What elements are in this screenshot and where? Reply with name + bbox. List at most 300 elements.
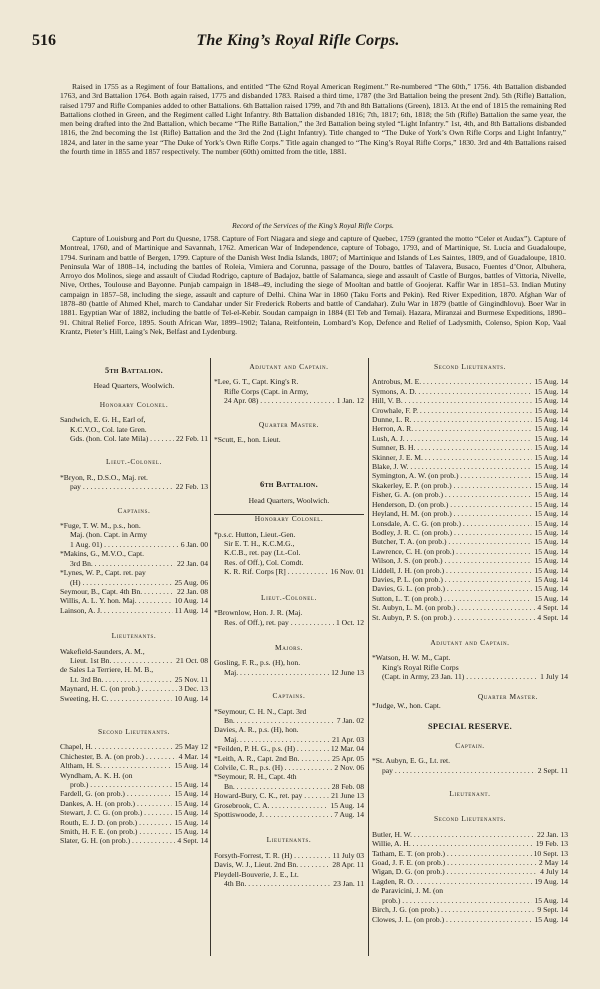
page-title: The King’s Royal Rifle Corps.: [196, 32, 400, 49]
entry-name: *Judge, W., hon. Capt.: [372, 701, 441, 710]
list-entry: [214, 377, 364, 386]
list-entry: [60, 587, 208, 596]
entry-name: *Seymour, R. H., Capt. 4th: [214, 772, 297, 782]
section-heading: Adjutant and Captain.: [249, 362, 329, 371]
list-entry: [372, 434, 568, 443]
battalion-heading: 5th Battalion.: [105, 366, 163, 375]
entry-date: 22 Jan. 13: [536, 829, 568, 839]
entry-name: K.C.V.O., Col. late Gren.: [70, 424, 147, 434]
list-entry: [372, 387, 568, 396]
section-heading: Lieutenants.: [266, 835, 312, 845]
list-entry: [214, 530, 364, 539]
majors-list: [214, 658, 364, 677]
list-entry: [372, 756, 568, 765]
entry-date: 25 Aug. 06: [174, 577, 208, 587]
list-entry: [372, 896, 568, 905]
list-entry: [372, 849, 568, 858]
entry-name: (Capt. in Army, 23 Jan. 11) . . .: [382, 672, 538, 681]
adjutant-list: [372, 653, 568, 681]
section-heading: Lieutenant.: [449, 789, 491, 799]
entry-name: Herron, A. R. . . .: [372, 424, 532, 433]
entry-name: Wilson, J. S. (on prob.) . . .: [372, 556, 532, 565]
list-entry: [372, 490, 568, 499]
entry-name: Fisher, G. A. (on prob.) . . .: [372, 490, 532, 499]
list-entry: [60, 836, 208, 845]
entry-date: 19 Aug. 14: [534, 876, 568, 886]
entry-name: Sandwich, E. G. H., Earl of,: [60, 415, 146, 425]
entry-name: Willie, A. H. . . .: [372, 839, 534, 848]
entry-name: Wyndham, A. K. H. (on: [60, 770, 133, 780]
list-entry: [372, 886, 568, 895]
entry-name: Butcher, T. A. (on prob.) . . .: [372, 537, 532, 546]
list-entry: [214, 763, 364, 772]
lieut-colonel-list: [214, 608, 364, 627]
list-entry: [372, 396, 568, 405]
list-entry: [214, 558, 364, 567]
entry-name: Tatham, E. T. (on prob.) . . .: [372, 849, 532, 858]
section-heading: Honorary Colonel.: [254, 514, 324, 524]
list-entry: [372, 537, 568, 546]
list-entry: [372, 839, 568, 848]
list-entry: [60, 761, 208, 770]
head-quarters: Head Quarters, Woolwich.: [93, 381, 175, 391]
entry-date: 4 Sept. 14: [537, 603, 568, 613]
entry-name: 24 Apr. 08) . . .: [224, 396, 335, 405]
list-entry: [372, 877, 568, 886]
list-entry: [214, 567, 364, 576]
entry-name: King's Royal Rifle Corps: [382, 662, 459, 672]
entry-date: 15 Aug. 14: [534, 527, 568, 537]
list-entry: [60, 530, 208, 539]
entry-name: Pleydell-Bouverie, J. E., Lt.: [214, 869, 299, 879]
entry-date: 22 Jan. 04: [176, 558, 208, 568]
entry-name: Willis, A. L. Y. hon. Maj. . . .: [60, 596, 172, 605]
list-entry: [214, 548, 364, 557]
section-heading: Lieut.-Colonel.: [106, 457, 162, 467]
list-entry: [214, 782, 364, 791]
entry-date: 23 Jan. 11: [333, 879, 364, 889]
entry-date: 15 Aug. 14: [534, 546, 568, 556]
page-header: [32, 32, 564, 56]
entry-date: 15 Aug. 14: [534, 443, 568, 453]
second-lieutenants-list: [372, 377, 568, 622]
list-entry: [372, 566, 568, 575]
record-of-services: Capture of Louisburg and Port du Quesne, 1758. Capture of Fort Niagara and siege and capture of Quebec, 1759 (granted the motto “Celer et Audax”). Capture of Montreal, 1760, and of Martinique and Savannah, 1762. American War of Independence, capture of Tobago, 1793, and of Martinique, St. Lucia and Guadaloupe, 1794. Surinam and battle of Bergen, 1799. Capture of the Danish West India Islands, 1807; of Martinique and Islands of Les Saintes, 1809, and of Guadaloupe, 1810. Peninsula War of 1808–14, including the battles of Roleia, Vimiera and Corunna, passage of the Douro, battles of Talavera, Busaco, Fuentes d’Onor, Albuhera, Arroyo dos Molinos, siege and assault of Ciudad Rodrigo, capture of Badajoz, battle of Salamanca, siege and assault of Castle of Burgos, battles of Vittoria, Nivelle, Nive, Orthes, Toulouse and Bayonne. Punjab campaign in 1848–49, including the siege of Mooltan and battle of Goojerat. Kaffir War in 1851–53. Indian Mutiny campaign in 1857–58, including the siege, assault and capture of Delhi. China War in 1860 (Taku Forts and Pekin). Red River Expedition, 1870. Afghan War of 1878–80 (battle of Ahmed Khel, march to Candahar under Sir Frederick Roberts and battle of Candahar). Zulu War in 1879 (battle of Gingindhlovu). Boer War in 1881. Egyptian War of 1882, including the battle of Tel-el-Kebir. Soudan campaign in 1884 (El Teb and Temai). Hazara, Miranzai and Burmese Expeditions, 1890–91. Chitral Relief Force, 1895. South African War, 1899–1902; Talana, Reitfontein, Lombard’s Kop, Defence and Relief of Ladysmith, Colenso, Spion Kop, Vaal Krantz, Pieter’s Hill, Laing’s Nek, Belfast and Lydenburg.: [60, 234, 566, 336]
entry-date: 15 Aug. 14: [174, 798, 208, 808]
entry-name: Clowes, J. L. (on prob.) . . .: [372, 915, 532, 924]
list-entry: [214, 435, 364, 444]
entry-name: Davies, G. L. (on prob.) . . .: [372, 584, 532, 593]
entry-name: Davies, A. R., p.s. (H), hon.: [214, 725, 299, 735]
entry-date: 28 Apr. 11: [332, 860, 364, 870]
list-entry: [372, 462, 568, 471]
section-heading: Quarter Master.: [258, 419, 320, 429]
entry-date: 3 Dec. 13: [178, 684, 208, 694]
entry-date: 15 Aug. 14: [534, 405, 568, 415]
section-heading: Second Lieutenants.: [433, 814, 507, 824]
list-entry: [214, 772, 364, 781]
entry-date: 15 Aug. 14: [534, 415, 568, 425]
entry-date: 10 Sept. 13: [533, 848, 568, 858]
entry-name: 1 Aug. 01) . . .: [70, 540, 179, 549]
list-entry: [372, 415, 568, 424]
entry-name: Smith, H. F. E. (on prob.) . . .: [60, 827, 172, 836]
entry-name: Altham, H. S. . . .: [60, 761, 172, 770]
entry-date: 21 June 13: [331, 791, 364, 801]
list-entry: [60, 742, 208, 751]
entry-date: 10 Aug. 14: [174, 693, 208, 703]
list-entry: [372, 453, 568, 462]
entry-date: 15 Aug. 14: [534, 565, 568, 575]
entry-name: *Lee, G. T., Capt. King's R.: [214, 377, 299, 387]
section-heading: Lieut.-Colonel.: [261, 592, 317, 602]
entry-date: 15 Aug. 14: [534, 386, 568, 396]
entry-name: St. Aubyn, P. S. (on prob.) . . .: [372, 613, 535, 622]
list-entry: [60, 415, 208, 424]
entry-name: Butler, H. W. . . .: [372, 830, 535, 839]
entry-name: Lieut. 1st Bn. . . .: [70, 656, 174, 665]
entry-date: 12 Mar. 04: [330, 744, 364, 754]
second-lieutenants-list: [60, 742, 208, 845]
list-entry: [214, 810, 364, 819]
entry-name: Spottiswoode, J. . . .: [214, 810, 332, 819]
entry-date: 28 Feb. 08: [331, 781, 364, 791]
entry-name: Sutton, L. T. (on prob.) . . .: [372, 594, 532, 603]
entry-date: 22 Feb. 11: [176, 434, 208, 444]
list-entry: [372, 594, 568, 603]
entry-name: prob.) . . .: [70, 780, 172, 789]
entry-name: Lt. 3rd Bn. . . .: [70, 675, 173, 684]
entry-name: *Lynes, W. P., Capt. ret. pay: [60, 568, 146, 578]
list-entry: [372, 575, 568, 584]
entry-name: 3rd Bn. . . .: [70, 559, 175, 568]
entry-name: Skinner, J. E. M. . . .: [372, 453, 532, 462]
section-heading: Lieutenants.: [111, 631, 157, 641]
entry-name: Res. of Off.), ret. pay . . .: [224, 618, 334, 627]
entry-name: Colvile, C. R., p.s. (H) . . .: [214, 763, 332, 772]
entry-name: Seymour, B., Capt. 4th Bn. . . .: [60, 587, 175, 596]
entry-date: 11 July 03: [332, 850, 364, 860]
honorary-colonel-list: [214, 530, 364, 577]
entry-name: Liddell, J. H. (on prob.) . . .: [372, 566, 532, 575]
list-entry: [372, 766, 568, 775]
lieutenants-list: [60, 647, 208, 703]
battalion-heading: 6th Battalion.: [260, 480, 318, 490]
entry-date: 15 Aug. 14: [534, 490, 568, 500]
entry-date: 15 Aug. 14: [534, 574, 568, 584]
entry-name: Gds. (hon. Col. late Mila) . . .: [70, 434, 174, 443]
list-entry: [372, 613, 568, 622]
entry-name: Res. of Off.), Col. Comdt.: [224, 557, 304, 567]
list-entry: [214, 860, 364, 869]
list-entry: [214, 618, 364, 627]
entry-name: Birch, J. G. (on prob.) . . .: [372, 905, 535, 914]
entry-date: 15 Aug. 14: [534, 593, 568, 603]
list-entry: [60, 752, 208, 761]
lieut-colonel-list: [60, 473, 208, 492]
list-entry: [372, 653, 568, 662]
entry-date: 2 May 14: [538, 858, 568, 868]
entry-name: 4th Bn. . . .: [224, 879, 331, 888]
entry-date: 15 Aug. 14: [534, 499, 568, 509]
entry-name: Goad, J. F. E. (on prob.) . . .: [372, 858, 537, 867]
adjutant-list: [214, 377, 364, 405]
list-entry: [372, 701, 568, 710]
list-entry: [60, 780, 208, 789]
entry-name: Sir E. T. H., K.C.M.G.,: [224, 539, 295, 549]
entry-date: 15 Aug. 14: [174, 817, 208, 827]
entry-name: *Brownlow, Hon. J. R. (Maj.: [214, 608, 303, 618]
list-entry: [372, 547, 568, 556]
entry-date: 25 Nov. 11: [174, 674, 208, 684]
list-entry: [372, 915, 568, 924]
entry-name: de Sales La Terriere, H. M. B.,: [60, 665, 154, 675]
entry-date: 21 Oct. 08: [176, 655, 208, 665]
entry-name: *Seymour, C. H. N., Capt. 3rd: [214, 706, 307, 716]
entry-name: Slater, G. H. (on prob.) . . .: [60, 836, 175, 845]
entry-name: *St. Aubyn, E. G., Lt. ret.: [372, 756, 451, 766]
entry-name: Heyland, H. M. (on prob.) . . .: [372, 509, 532, 518]
entry-date: 15 Aug. 14: [534, 509, 568, 519]
section-heading: Majors.: [275, 642, 303, 652]
list-entry: [60, 827, 208, 836]
section-heading: Captain.: [455, 740, 485, 750]
section-heading: Second Lieutenants.: [433, 362, 507, 371]
column-divider-right: [368, 358, 369, 956]
list-entry: [372, 377, 568, 386]
list-entry: [214, 387, 364, 396]
list-entry: [214, 791, 364, 800]
entry-date: 15 Aug. 14: [534, 396, 568, 406]
section-heading: Captains.: [117, 505, 151, 515]
captains-list: [214, 707, 364, 820]
entry-date: 15 Aug. 14: [534, 452, 568, 462]
list-entry: [60, 568, 208, 577]
list-entry: [60, 578, 208, 587]
list-entry: [60, 808, 208, 817]
list-entry: [60, 789, 208, 798]
section-heading: Honorary Colonel.: [99, 399, 169, 409]
entry-name: Stewart, J. C. G. (on prob.) . . .: [60, 808, 172, 817]
entry-date: 4 July 14: [540, 867, 568, 877]
quarter-master-list: [372, 701, 568, 710]
entry-name: Skakerley, E. P. (on prob.) . . .: [372, 481, 532, 490]
list-entry: [372, 481, 568, 490]
entry-date: 4 Mar. 14: [178, 751, 208, 761]
entry-name: *Leith, A. R., Capt. 2nd Bn. . . .: [214, 754, 330, 763]
list-entry: [214, 725, 364, 734]
entry-date: 15 Aug. 14: [174, 761, 208, 771]
entry-name: Sumner, B. H. . . .: [372, 443, 532, 452]
entry-date: 2 Sept. 11: [537, 765, 568, 775]
entry-name: Chichester, B. A. (on prob.) . . .: [60, 752, 177, 761]
entry-date: 25 Apr. 05: [332, 753, 364, 763]
list-entry: [60, 606, 208, 615]
entry-name: Wigan, D. G. (on prob.) . . .: [372, 867, 538, 876]
list-entry: [372, 663, 568, 672]
record-title: Record of the Services of the King’s Royal Rifle Corps.: [232, 221, 394, 230]
list-entry: [60, 665, 208, 674]
entry-name: Maj. . . .: [224, 668, 329, 677]
entry-name: K.C.B., ret. pay (Lt.-Col.: [224, 548, 301, 558]
entry-name: Lagden, R. O. . . .: [372, 877, 532, 886]
list-entry: [372, 556, 568, 565]
entry-name: *Bryon, R., D.S.O., Maj. ret.: [60, 472, 148, 482]
list-entry: [214, 851, 364, 860]
entry-date: 15 Aug. 14: [174, 808, 208, 818]
list-entry: [60, 549, 208, 558]
entry-name: Dankes, A. H. (on prob.) . . .: [60, 799, 172, 808]
entry-date: 15 Aug. 14: [534, 462, 568, 472]
entry-date: 15 Aug. 14: [534, 537, 568, 547]
list-entry: [372, 858, 568, 867]
column-middle: [214, 362, 364, 888]
entry-name: Lainson, A. J. . . .: [60, 606, 173, 615]
list-entry: [60, 473, 208, 482]
entry-name: K. R. Rif. Corps [R] . . .: [224, 567, 329, 576]
entry-date: 25 May 12: [175, 742, 208, 752]
entry-name: Howard-Bury, C. K., ret. pay . . .: [214, 791, 329, 800]
list-entry: [60, 425, 208, 434]
entry-date: 1 July 14: [540, 672, 568, 682]
entry-name: Fardell, G. (on prob.) . . .: [60, 789, 172, 798]
entry-name: (H) . . .: [70, 578, 172, 587]
page-number: 516: [32, 32, 56, 49]
list-entry: [60, 559, 208, 568]
entry-date: 6 Jan. 00: [180, 539, 208, 549]
list-entry: [372, 672, 568, 681]
entry-name: Symons, A. D. . . .: [372, 387, 532, 396]
entry-date: 1 Jan. 12: [336, 396, 364, 406]
entry-date: 15 Aug. 14: [534, 471, 568, 481]
entry-name: Grosebrook, C. A. . . .: [214, 801, 328, 810]
entry-date: 15 Aug. 14: [330, 800, 364, 810]
entry-name: Bn. . . .: [224, 782, 330, 791]
list-entry: [60, 521, 208, 530]
section-heading: Captains.: [272, 691, 306, 701]
list-entry: [372, 584, 568, 593]
column-right: [372, 362, 568, 924]
honorary-colonel-list: [60, 415, 208, 443]
list-entry: [214, 396, 364, 405]
list-entry: [372, 406, 568, 415]
entry-date: 11 Aug. 14: [174, 605, 208, 615]
list-entry: [60, 799, 208, 808]
quarter-master-list: [214, 435, 364, 444]
entry-date: 2 Nov. 06: [334, 762, 364, 772]
list-entry: [372, 424, 568, 433]
list-entry: [214, 608, 364, 617]
list-entry: [214, 668, 364, 677]
entry-date: 15 Aug. 14: [534, 914, 568, 924]
special-reserve-heading: SPECIAL RESERVE.: [427, 722, 513, 732]
entry-date: 15 Aug. 14: [534, 480, 568, 490]
entry-name: Hill, V. B. . . .: [372, 396, 532, 405]
entry-name: Forsyth-Forrest, T. R. (H) . . .: [214, 851, 331, 860]
entry-date: 15 Aug. 14: [534, 518, 568, 528]
entry-name: de Paravicini, J. M. (on: [372, 886, 444, 896]
entry-name: Bn. . . .: [224, 716, 335, 725]
entry-date: 21 Apr. 03: [332, 734, 364, 744]
second-lieutenants-list: [372, 830, 568, 924]
entry-date: 15 Aug. 14: [534, 556, 568, 566]
entry-name: Bodley, J. R. C. (on prob.) . . .: [372, 528, 532, 537]
entry-date: 4 Sept. 14: [537, 612, 568, 622]
entry-name: Maj. . . .: [224, 735, 330, 744]
entry-date: 10 Aug. 14: [174, 596, 208, 606]
entry-date: 15 Aug. 14: [174, 789, 208, 799]
entry-date: 9 Sept. 14: [537, 905, 568, 915]
entry-date: 15 Aug. 14: [534, 424, 568, 434]
list-entry: [372, 443, 568, 452]
entry-name: Wakefield-Saunders, A. M.,: [60, 646, 145, 656]
entry-name: pay . . .: [70, 482, 174, 491]
list-entry: [60, 656, 208, 665]
head-quarters: Head Quarters, Woolwich.: [248, 495, 330, 505]
list-entry: [372, 603, 568, 612]
captain-list: [372, 756, 568, 775]
entry-date: 22 Jan. 08: [176, 586, 208, 596]
list-entry: [60, 771, 208, 780]
entry-date: 12 June 13: [331, 667, 364, 677]
list-entry: [60, 596, 208, 605]
list-entry: [214, 707, 364, 716]
section-heading: Quarter Master.: [477, 691, 538, 701]
entry-name: *p.s.c. Hutton, Lieut.-Gen.: [214, 529, 296, 539]
list-entry: [372, 528, 568, 537]
entry-name: Gosling, F. R., p.s. (H), hon.: [214, 658, 301, 668]
list-entry: [60, 694, 208, 703]
entry-date: 1 Oct. 12: [335, 617, 364, 627]
entry-date: 4 Sept. 14: [177, 836, 208, 846]
entry-date: 22 Feb. 13: [175, 482, 208, 492]
list-entry: [372, 830, 568, 839]
list-entry: [372, 905, 568, 914]
entry-name: Antrobus, M. E. . . .: [372, 377, 532, 386]
list-entry: [60, 818, 208, 827]
list-entry: [214, 716, 364, 725]
list-entry: [372, 509, 568, 518]
list-entry: [214, 744, 364, 753]
entry-name: Henderson, D. (on prob.) . . .: [372, 500, 532, 509]
entry-name: Dunne, L. R. . . .: [372, 415, 532, 424]
list-entry: [60, 647, 208, 656]
entry-date: 15 Aug. 14: [534, 377, 568, 387]
list-entry: [60, 434, 208, 443]
entry-date: 15 Aug. 14: [534, 433, 568, 443]
entry-name: Chapel, H. . . .: [60, 742, 173, 751]
column-divider-left: [210, 358, 211, 956]
list-entry: [372, 867, 568, 876]
entry-name: pay . . .: [382, 766, 536, 775]
entry-name: Sweeting, H. C. . . .: [60, 694, 172, 703]
entry-date: 15 Aug. 14: [174, 827, 208, 837]
list-entry: [60, 684, 208, 693]
entry-date: 7 Jan. 02: [336, 715, 364, 725]
entry-name: *Watson, H. W. M., Capt.: [372, 653, 451, 663]
entry-name: *Feilden, P. H. G., p.s. (H) . . .: [214, 744, 329, 753]
list-entry: [214, 754, 364, 763]
entry-date: 15 Aug. 14: [174, 780, 208, 789]
entry-name: Crowhale, F. P. . . .: [372, 406, 532, 415]
regiment-history: Raised in 1755 as a Regiment of four Battalions, and entitled “The 62nd Royal American Regiment.” Re-numbered “The 60th,” 1756. 4th Battalion disbanded 1763, and 3rd Battalion 1764. Both again raised, 1775 and disbanded 1783. Raised a third time, 1787 (the 3rd Battalion being the present 2nd). 5th (Rifle) Battalion, raised 1797 and Rifle Companies added to other Battalions. 6th Battalion raised 1799, and 7th and 8th Battalions (Green), 1813. At the end of 1815 the remaining Red Battalions clothed in Green, and the Regiment called Light Infantry. 8th Battalion disbanded 1816; 7th, 1817; 6th, 1818; the 5th (Rifle) Battalion the same year, the men being drafted into the 2nd Battalion, which became “The Rifle Battalion,” the 3rd Battalion being styled “Light Infantry.” 1st, 4th, and 8th Battalions disbanded 1816, the 2nd becoming the 1st (Rifle) Battalion and the 3rd the 2nd (Light Infantry). Title changed to “The Duke of York’s Own Rifle Corps and Light Infantry,” 1824, and later in the same year “The Duke of York’s Own Rifle Corps.” Title again changed to “The King’s Royal Rifle Corps,” 1830. 3rd and 4th Battalions raised the fourth time in 1855 and 1857 respectively. The number (60th) omitted from the title, 1881.: [60, 82, 566, 157]
entry-name: Davis, W. J., Lieut. 2nd Bn. . . .: [214, 860, 330, 869]
entry-name: prob.) . . .: [382, 896, 532, 905]
list-entry: [372, 519, 568, 528]
list-entry: [372, 471, 568, 480]
list-entry: [214, 658, 364, 667]
entry-date: 15 Aug. 14: [534, 895, 568, 905]
